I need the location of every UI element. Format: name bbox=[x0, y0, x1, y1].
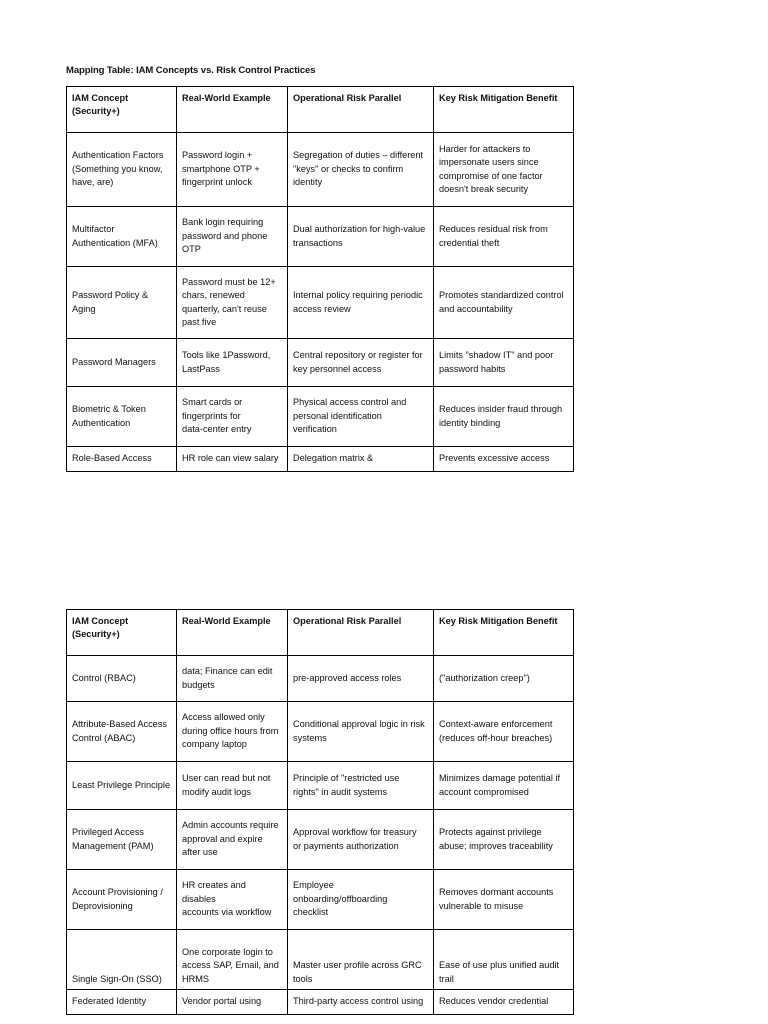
table-cell: Password login + smartphone OTP + fingerprint unlock bbox=[177, 133, 288, 207]
table-cell: data; Finance can edit budgets bbox=[177, 656, 288, 702]
table-row bbox=[67, 133, 574, 207]
table-row bbox=[67, 870, 574, 930]
table-cell: HR role can view salary bbox=[177, 447, 288, 472]
header-row bbox=[67, 87, 574, 133]
table-row bbox=[67, 447, 574, 472]
table-cell: Dual authorization for high-value transactions bbox=[288, 207, 434, 267]
table-cell: Reduces residual risk from credential theft bbox=[434, 207, 574, 267]
table-cell: Single Sign-On (SSO) bbox=[67, 930, 177, 990]
table-cell: Protects against privilege abuse; improves traceability bbox=[434, 810, 574, 870]
table-cell: Attribute-Based Access Control (ABAC) bbox=[67, 702, 177, 762]
table-cell: Federated Identity bbox=[67, 990, 177, 1015]
table-cell: Account Provisioning / Deprovisioning bbox=[67, 870, 177, 930]
table-cell: Role-Based Access bbox=[67, 447, 177, 472]
table-row bbox=[67, 267, 574, 339]
table-cell: Prevents excessive access bbox=[434, 447, 574, 472]
table-cell: Password Policy & Aging bbox=[67, 267, 177, 339]
table-cell: One corporate login to access SAP, Email, and HRMS bbox=[177, 930, 288, 990]
table-cell: Master user profile across GRC tools bbox=[288, 930, 434, 990]
mapping-table-part-2 bbox=[66, 609, 574, 1015]
table-cell: Bank login requiring password and phone OTP bbox=[177, 207, 288, 267]
column-header: IAM Concept (Security+) bbox=[67, 87, 177, 133]
table-row bbox=[67, 762, 574, 810]
table-cell: Conditional approval logic in risk systems bbox=[288, 702, 434, 762]
table-cell: Limits "shadow IT" and poor password habits bbox=[434, 339, 574, 387]
table-cell: Approval workflow for treasury or payments authorization bbox=[288, 810, 434, 870]
table-header bbox=[67, 87, 574, 133]
table-row bbox=[67, 656, 574, 702]
table-cell: pre-approved access roles bbox=[288, 656, 434, 702]
table-row bbox=[67, 930, 574, 990]
table-cell: HR creates and disables accounts via workflow bbox=[177, 870, 288, 930]
table-row bbox=[67, 207, 574, 267]
table-cell: Access allowed only during office hours from company laptop bbox=[177, 702, 288, 762]
table-cell: Password Managers bbox=[67, 339, 177, 387]
table-cell: Principle of "restricted use rights" in audit systems bbox=[288, 762, 434, 810]
table-row bbox=[67, 990, 574, 1015]
table-row bbox=[67, 810, 574, 870]
table-cell: Authentication Factors (Something you know, have, are) bbox=[67, 133, 177, 207]
table-cell: Context-aware enforcement (reduces off-hour breaches) bbox=[434, 702, 574, 762]
table-cell: Employee onboarding/offboarding checklist bbox=[288, 870, 434, 930]
table-cell: Least Privilege Principle bbox=[67, 762, 177, 810]
table-header bbox=[67, 610, 574, 656]
document-title: Mapping Table: IAM Concepts vs. Risk Control Practices bbox=[66, 65, 316, 76]
table-cell: ("authorization creep") bbox=[434, 656, 574, 702]
column-header: Key Risk Mitigation Benefit bbox=[434, 610, 574, 656]
table-cell: Multifactor Authentication (MFA) bbox=[67, 207, 177, 267]
table-cell: Central repository or register for key personnel access bbox=[288, 339, 434, 387]
table-row bbox=[67, 339, 574, 387]
table-cell: Internal policy requiring periodic access review bbox=[288, 267, 434, 339]
table-cell: Vendor portal using bbox=[177, 990, 288, 1015]
table-cell: Smart cards or fingerprints for data-center entry bbox=[177, 387, 288, 447]
column-header: Real-World Example bbox=[177, 610, 288, 656]
table-row bbox=[67, 702, 574, 762]
table-cell: Ease of use plus unified audit trail bbox=[434, 930, 574, 990]
table-cell: Control (RBAC) bbox=[67, 656, 177, 702]
table-cell: Removes dormant accounts vulnerable to misuse bbox=[434, 870, 574, 930]
table-cell: Minimizes damage potential if account compromised bbox=[434, 762, 574, 810]
column-header: Operational Risk Parallel bbox=[288, 87, 434, 133]
table-cell: Harder for attackers to impersonate users since compromise of one factor doesn't break security bbox=[434, 133, 574, 207]
table-cell: User can read but not modify audit logs bbox=[177, 762, 288, 810]
table-cell: Promotes standardized control and accountability bbox=[434, 267, 574, 339]
table-cell: Segregation of duties – different "keys" or checks to confirm identity bbox=[288, 133, 434, 207]
column-header: Real-World Example bbox=[177, 87, 288, 133]
table-cell: Delegation matrix & bbox=[288, 447, 434, 472]
table-cell: Password must be 12+ chars, renewed quarterly, can't reuse past five bbox=[177, 267, 288, 339]
column-header: IAM Concept (Security+) bbox=[67, 610, 177, 656]
table-cell: Third-party access control using bbox=[288, 990, 434, 1015]
mapping-table-part-1 bbox=[66, 86, 574, 472]
column-header: Key Risk Mitigation Benefit bbox=[434, 87, 574, 133]
table-cell: Reduces insider fraud through identity binding bbox=[434, 387, 574, 447]
table-cell: Privileged Access Management (PAM) bbox=[67, 810, 177, 870]
table-cell: Reduces vendor credential bbox=[434, 990, 574, 1015]
table-cell: Physical access control and personal identification verification bbox=[288, 387, 434, 447]
column-header: Operational Risk Parallel bbox=[288, 610, 434, 656]
header-row bbox=[67, 610, 574, 656]
table-cell: Tools like 1Password, LastPass bbox=[177, 339, 288, 387]
table-row bbox=[67, 387, 574, 447]
table-cell: Admin accounts require approval and expire after use bbox=[177, 810, 288, 870]
table-cell: Biometric & Token Authentication bbox=[67, 387, 177, 447]
